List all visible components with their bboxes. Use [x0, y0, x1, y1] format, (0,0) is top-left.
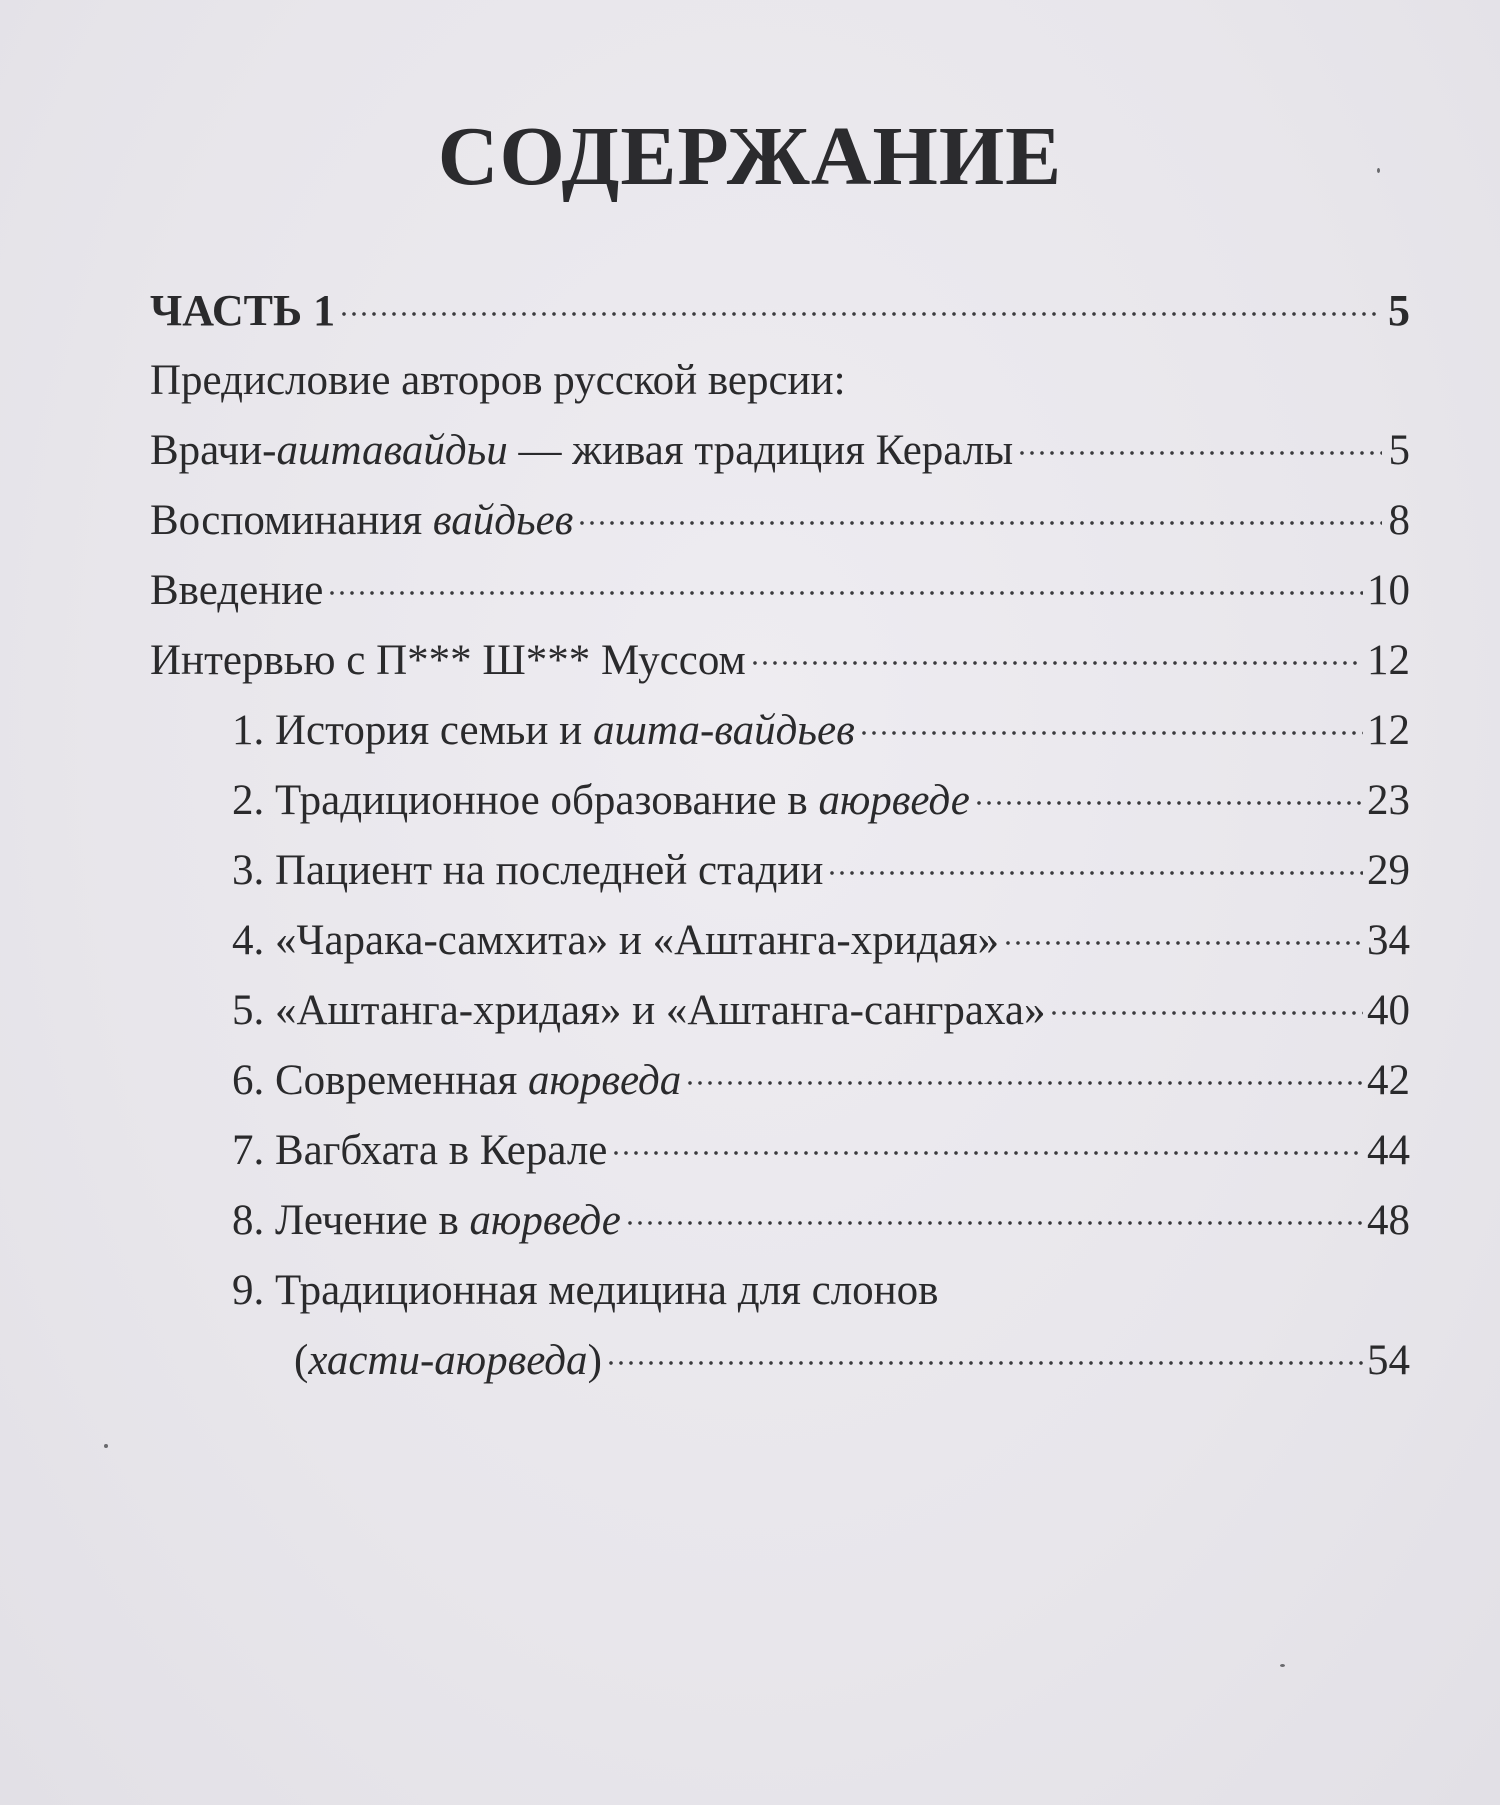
- toc-entry-title: [150, 486, 573, 556]
- toc-entry: [150, 346, 1410, 416]
- toc-entry-title-text: ): [587, 1337, 602, 1384]
- toc-entry-title: [232, 976, 1045, 1046]
- toc-entry-title-text: 8. Лечение в: [232, 1197, 470, 1244]
- dot-leader: [327, 588, 1363, 598]
- toc-page-number: 23: [1367, 777, 1410, 824]
- toc-page-number: 5: [1388, 286, 1410, 335]
- dot-leader: [339, 309, 1382, 319]
- toc-entry-title-italic: хасти-аюрведа: [308, 1337, 588, 1384]
- toc-entry-title-italic: аюрведа: [528, 1057, 682, 1104]
- toc-entry: [150, 836, 1410, 906]
- toc-entry-title: [150, 276, 335, 346]
- toc-entry-title-italic: аюрведе: [469, 1197, 621, 1244]
- toc-entry-title-text: (: [294, 1337, 309, 1384]
- toc-entry-title: [150, 416, 1013, 486]
- toc-entry: [150, 696, 1410, 766]
- dot-leader: [577, 518, 1382, 528]
- toc-entry: [150, 1116, 1410, 1186]
- dot-leader: [625, 1218, 1363, 1228]
- toc-entry-title: [232, 766, 970, 836]
- dot-leader: [1049, 1008, 1363, 1018]
- toc-entry-title: [294, 1326, 602, 1396]
- toc-entry-title-text: Воспоминания: [150, 497, 433, 544]
- toc-part-heading: [150, 276, 1410, 346]
- toc-entry: [150, 766, 1410, 836]
- toc-page-number: 44: [1367, 1127, 1410, 1174]
- toc-entry-title-italic: ашта-вайдьев: [592, 707, 855, 754]
- toc-page-number: 5: [1388, 427, 1410, 474]
- page-title: СОДЕРЖАНИЕ: [437, 110, 1063, 203]
- toc-entry-title-text: Предисловие авторов русской версии:: [150, 357, 846, 404]
- toc-page-number: 40: [1367, 987, 1410, 1034]
- toc-entry-title: [232, 906, 999, 976]
- paper-speck: [1280, 1664, 1285, 1667]
- toc-page-number: 42: [1367, 1057, 1410, 1104]
- toc-entry-title: [232, 1186, 621, 1256]
- toc-entry-title-text: Врачи-: [150, 427, 277, 474]
- toc-entry: [150, 1326, 1410, 1396]
- toc-entry: [150, 1256, 1410, 1326]
- toc-entry-title-text: 4. «Чарака-самхита» и «Аштанга-хридая»: [232, 917, 999, 964]
- paper-speck: [1377, 168, 1380, 173]
- dot-leader: [859, 728, 1363, 738]
- toc-entry-title: [232, 696, 855, 766]
- toc-page-number: 34: [1367, 917, 1410, 964]
- toc-entry: [150, 906, 1410, 976]
- toc-entry: [150, 416, 1410, 486]
- toc-entry: [150, 1186, 1410, 1256]
- toc-page-number: 29: [1367, 847, 1410, 894]
- toc-entry-title-text: — живая традиция Кералы: [507, 427, 1014, 474]
- toc-entry-title: [232, 1256, 938, 1326]
- toc-page-number: 48: [1367, 1197, 1410, 1244]
- toc-entry-title: [232, 1046, 681, 1116]
- toc-page-number: 54: [1367, 1337, 1410, 1384]
- toc-entry-title-italic: вайдьев: [432, 497, 574, 544]
- toc-entry-title-text: ЧАСТЬ 1: [150, 286, 336, 335]
- toc-entry-title-text: 2. Традиционное образование в: [232, 777, 819, 824]
- table-of-contents: [150, 276, 1410, 1396]
- toc-entry-title: [150, 556, 323, 626]
- toc-page-number: 12: [1367, 637, 1410, 684]
- toc-entry-title: [150, 626, 746, 696]
- toc-entry-title-text: 7. Вагбхата в Керале: [232, 1127, 608, 1174]
- toc-entry: [150, 556, 1410, 626]
- dot-leader: [1017, 448, 1382, 458]
- toc-entry-title-italic: аюрведе: [818, 777, 970, 824]
- toc-entry: [150, 626, 1410, 696]
- dot-leader: [685, 1078, 1363, 1088]
- toc-entry-title-text: 9. Традиционная медицина для слонов: [232, 1267, 939, 1314]
- toc-entry: [150, 1046, 1410, 1116]
- toc-entry-title: [232, 836, 823, 906]
- dot-leader: [974, 798, 1363, 808]
- dot-leader: [827, 868, 1363, 878]
- toc-page-number: 8: [1388, 497, 1410, 544]
- toc-entry-title-text: Интервью с П*** Ш*** Муссом: [150, 637, 746, 684]
- toc-entry-title-text: 1. История семьи и: [232, 707, 593, 754]
- toc-entry-title-italic: аштавайдьи: [276, 427, 508, 474]
- toc-entry-title-text: 6. Современная: [232, 1057, 529, 1104]
- toc-page-number: 10: [1367, 567, 1410, 614]
- toc-entry-title: [232, 1116, 607, 1186]
- dot-leader: [1003, 938, 1363, 948]
- toc-entry-title-text: 5. «Аштанга-хридая» и «Аштанга-санграха»: [232, 987, 1046, 1034]
- toc-entry: [150, 486, 1410, 556]
- paper-speck: [104, 1444, 108, 1448]
- dot-leader: [611, 1148, 1363, 1158]
- toc-entry-title-text: 3. Пациент на последней стадии: [232, 847, 824, 894]
- dot-leader: [750, 658, 1363, 668]
- toc-entry-title-text: Введение: [150, 567, 324, 614]
- dot-leader: [606, 1358, 1363, 1368]
- toc-entry-title: [150, 346, 846, 416]
- toc-entry: [150, 976, 1410, 1046]
- toc-page-number: 12: [1367, 707, 1410, 754]
